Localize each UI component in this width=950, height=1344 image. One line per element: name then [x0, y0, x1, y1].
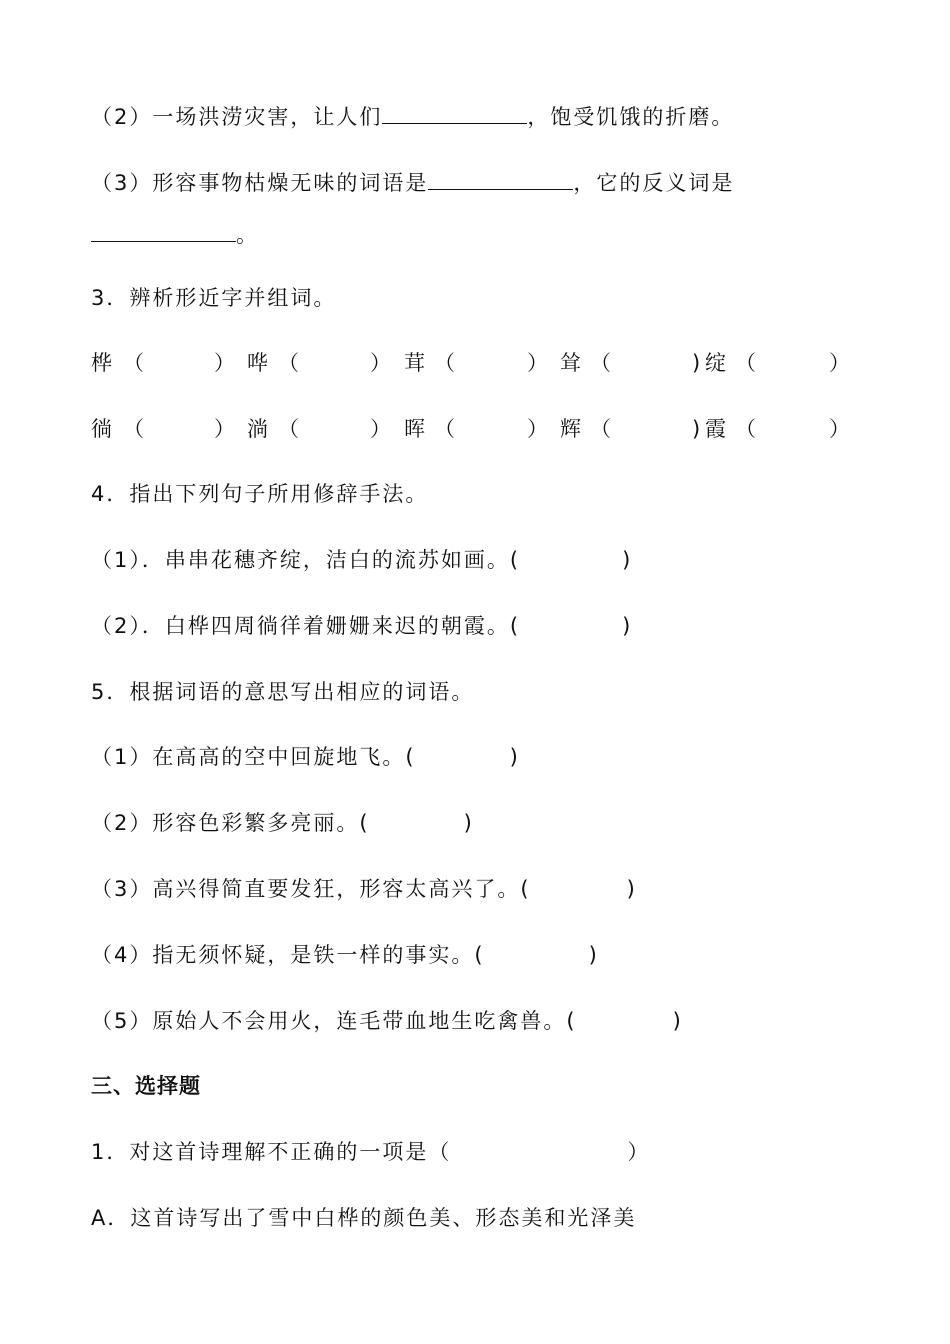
- paren-close: ): [622, 548, 633, 572]
- paren-close: ）: [829, 417, 850, 441]
- paren-open: （: [434, 351, 455, 375]
- char-item: 霞: [705, 417, 726, 441]
- paren-open: (: [520, 877, 531, 901]
- char-item: 哗: [247, 351, 268, 375]
- paren-close: ): [588, 943, 599, 967]
- paren-close: ）: [527, 351, 548, 375]
- section-4-title: 4．指出下列句子所用修辞手法。: [91, 482, 429, 506]
- fill-in-question-3: [91, 167, 734, 198]
- char-item: 淌: [247, 417, 268, 441]
- choice-question-1: [91, 1137, 650, 1167]
- char-item: 辉: [560, 417, 581, 441]
- item-text: （1）在高高的空中回旋地飞。: [91, 745, 406, 769]
- meaning-item: [91, 808, 474, 838]
- fill-in-question-2: [91, 101, 734, 132]
- paren-open: （: [434, 417, 455, 441]
- paren-close: ): [626, 877, 637, 901]
- paren-close: ): [622, 614, 633, 638]
- paren-open: (: [405, 745, 416, 769]
- paren-close: ）: [370, 351, 391, 375]
- paren-close: ): [463, 811, 474, 835]
- paren-open: (: [566, 1009, 577, 1033]
- item-text: （3）高兴得简直要发狂，形容太高兴了。: [91, 877, 521, 901]
- meaning-item: [91, 742, 520, 772]
- paren-open: （: [590, 417, 611, 441]
- paren-close: ）: [627, 1140, 651, 1164]
- meaning-item: [91, 874, 637, 904]
- question-text: ，饱受饥饿的折磨。: [527, 105, 735, 129]
- answer-blank[interactable]: [428, 167, 573, 190]
- meaning-item: [91, 940, 599, 970]
- char-item: 绽: [705, 351, 726, 375]
- paren-close: ): [672, 1009, 683, 1033]
- rhetoric-item: [91, 611, 632, 641]
- section-5-title: 5．根据词语的意思写出相应的词语。: [91, 680, 475, 704]
- answer-blank[interactable]: [91, 219, 236, 242]
- option-a: A．这首诗写出了雪中白桦的颜色美、形态美和光泽美: [91, 1206, 637, 1230]
- section-3-title: 3．辨析形近字并组词。: [91, 286, 337, 310]
- paren-open: (: [509, 548, 521, 572]
- paren-open: （: [123, 417, 144, 441]
- paren-close: ）: [370, 417, 391, 441]
- item-text: （5）原始人不会用火，连毛带血地生吃禽兽。: [91, 1009, 567, 1033]
- paren-close: ): [692, 351, 701, 375]
- paren-close: ): [509, 745, 520, 769]
- question-text: 1．对这首诗理解不正确的一项是（: [91, 1140, 452, 1164]
- char-item: 桦: [91, 351, 112, 375]
- question-text: （2）一场洪涝灾害，让人们: [91, 105, 383, 129]
- paren-close: ）: [214, 417, 235, 441]
- paren-open: （: [590, 351, 611, 375]
- paren-open: （: [123, 351, 144, 375]
- question-text: （3）形容事物枯燥无味的词语是: [91, 171, 429, 195]
- meaning-item: [91, 1006, 683, 1036]
- paren-close: ）: [214, 351, 235, 375]
- answer-blank[interactable]: [382, 101, 527, 124]
- item-text: （2）．白桦四周徜徉着姗姗来迟的朝霞。: [91, 614, 510, 638]
- paren-open: (: [509, 614, 521, 638]
- char-item: 茸: [404, 351, 425, 375]
- fill-in-question-3-cont: [91, 219, 259, 250]
- item-text: （1）．串串花穗齐绽，洁白的流苏如画。: [91, 548, 510, 572]
- char-item: 耸: [560, 351, 581, 375]
- paren-close: ）: [527, 417, 548, 441]
- paren-open: （: [735, 351, 756, 375]
- paren-open: （: [735, 417, 756, 441]
- paren-close: ): [692, 417, 701, 441]
- question-text: ，它的反义词是: [573, 171, 735, 195]
- paren-open: （: [278, 351, 299, 375]
- paren-open: (: [474, 943, 485, 967]
- section-heading: 三、选择题: [91, 1074, 201, 1098]
- paren-open: （: [278, 417, 299, 441]
- item-text: （4）指无须怀疑，是铁一样的事实。: [91, 943, 475, 967]
- item-text: （2）形容色彩繁多亮丽。: [91, 811, 360, 835]
- paren-close: ）: [829, 351, 850, 375]
- char-item: 晖: [404, 417, 425, 441]
- char-item: 徜: [91, 417, 112, 441]
- rhetoric-item: [91, 545, 632, 575]
- paren-open: (: [359, 811, 370, 835]
- question-text: 。: [236, 223, 259, 247]
